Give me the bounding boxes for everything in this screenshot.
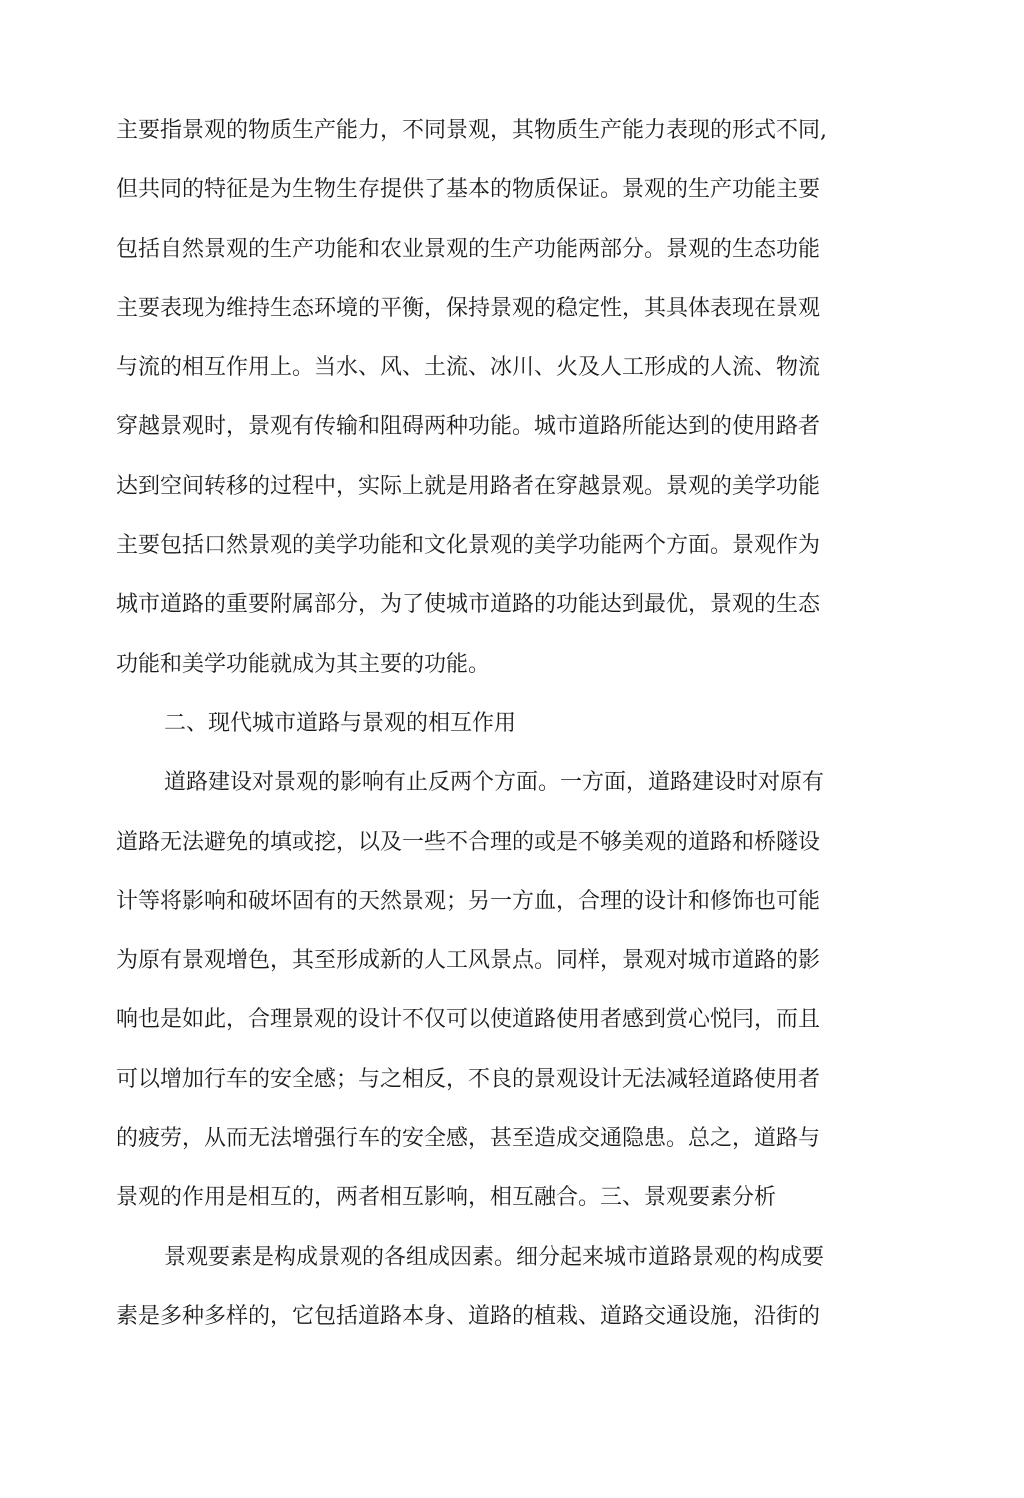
text-line: 主要指景观的物质生产能力，不同景观，其物质生产能力表现的形式不同,	[116, 118, 827, 143]
text-line: 的疲劳，从而无法增强行车的安全感，甚至造成交通隐患。总之，道路与	[116, 1126, 821, 1152]
text-line: 达到空间转移的过程中，实际上就是用路者在穿越景观。景观的美学功能	[116, 473, 821, 499]
text-line: 景观要素是构成景观的各组成因素。细分起来城市道路景观的构成要	[164, 1244, 825, 1270]
text-line: 与流的相互作用上。当水、风、土流、冰川、火及人工形成的人流、物流	[116, 355, 821, 381]
text-line: 道路建设对景观的影响有止反两个方面。一方面，道路建设时对原有	[164, 770, 825, 796]
text-line: 穿越景观时，景观有传输和阻碍两种功能。城市道路所能达到的使用路者	[116, 414, 821, 440]
text-line: 景观的作用是相互的，两者相互影响，相互融合。三、景观要素分析	[116, 1185, 777, 1211]
text-line: 计等将影响和破坏固有的天然景观；另一方血，合理的设计和修饰也可能	[116, 888, 821, 914]
text-line: 素是多种多样的，它包括道路本身、道路的植栽、道路交通设施，沿街的	[116, 1303, 821, 1329]
text-line: 二、现代城市道路与景观的相互作用	[164, 710, 517, 736]
text-line: 城市道路的重要附属部分，为了使城市道路的功能达到最优，景观的生态	[116, 592, 821, 618]
text-line: 主要包括口然景观的美学功能和文化景观的美学功能两个方面。景观作为	[116, 533, 821, 559]
text-line: 功能和美学功能就成为其主要的功能。	[116, 651, 491, 677]
text-line: 但共同的特征是为生物生存提供了基本的物质保证。景观的生产功能主要	[116, 177, 821, 203]
text-line: 响也是如此，合理景观的设计不仅可以使道路使用者感到赏心悦冃，而且	[116, 1007, 821, 1033]
text-line: 道路无法避免的填或挖，以及一些不合理的或是不够美观的道路和桥隧设	[116, 829, 821, 855]
text-line: 包括自然景观的生产功能和农业景观的生产功能两部分。景观的生态功能	[116, 236, 821, 262]
text-line: 为原有景观增色，其至形成新的人工风景点。同样，景观对城市道路的影	[116, 948, 821, 974]
text-line: 可以增加行车的安全感；与之相反，不良的景观设计无法减轻道路使用者	[116, 1066, 821, 1092]
body-text	[116, 101, 856, 1346]
text-line: 主要表现为维持生态环境的平衡，保持景观的稳定性，其具体表现在景观	[116, 295, 821, 321]
